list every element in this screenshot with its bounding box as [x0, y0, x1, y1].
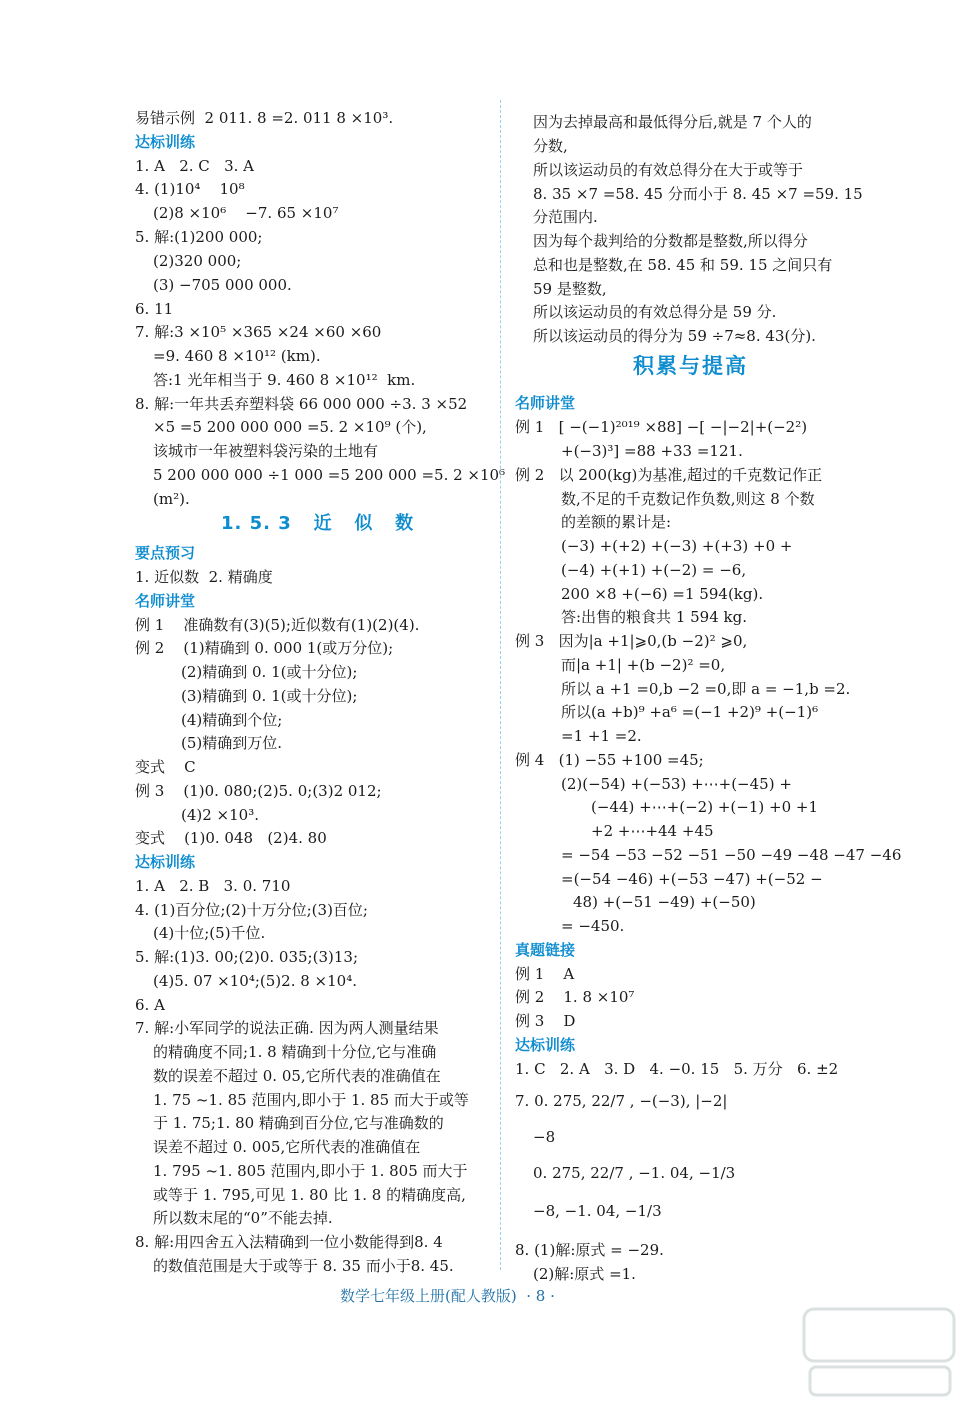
left-section-heading: 达标训练	[135, 853, 196, 871]
left-text-line: 于 1. 75;1. 80 精确到百分位,它与准确数的	[153, 1114, 444, 1132]
right-text-line: 例 3 D	[515, 1012, 576, 1030]
right-text-line: 例 3 因为|a +1|⩾0,(b −2)² ⩾0,	[515, 632, 748, 650]
left-text-line: 或等于 1. 795,可见 1. 80 比 1. 8 的精确度高,	[153, 1186, 466, 1204]
left-text-line: 1. A 2. C 3. A	[135, 157, 254, 175]
right-text-line: 所以 a +1 =0,b −2 =0,即 a = −1,b =2.	[561, 680, 851, 698]
right-text-line: 200 ×8 +(−6) =1 594(kg).	[561, 585, 764, 603]
left-text-line: 7. 解:小军同学的说法正确. 因为两人测量结果	[135, 1019, 439, 1037]
right-text-line: 例 1 [ −(−1)²⁰¹⁹ ×88] −[ −|−2|+(−2²)	[515, 418, 808, 436]
right-section-heading: 达标训练	[515, 1036, 576, 1054]
right-text-line: +(−3)³] =88 +33 =121.	[561, 442, 743, 460]
right-text-line: 所以(a +b)⁹ +a⁶ =(−1 +2)⁹ +(−1)⁶	[561, 703, 819, 721]
right-text-line: (−44) +⋯+(−2) +(−1) +0 +1	[591, 798, 818, 816]
right-text-line: 48) +(−51 −49) +(−50)	[573, 893, 756, 911]
right-text-line: 59 是整数,	[533, 280, 607, 298]
left-text-line: (5)精确到万位.	[181, 734, 283, 752]
right-text-line: 所以该运动员的得分为 59 ÷7≈8. 43(分).	[533, 327, 816, 345]
page-footer: 数学七年级上册(配人教版) · 8 ·	[340, 1287, 555, 1305]
right-text-line: +2 +⋯+44 +45	[591, 822, 714, 840]
left-text-line: ×5 =5 200 000 000 =5. 2 ×10⁹ (个),	[153, 418, 427, 436]
right-text-line: 0. 275, 22/7 , −1. 04, −1/3	[533, 1164, 736, 1182]
right-text-line: 例 1 A	[515, 965, 575, 983]
right-text-line: −8, −1. 04, −1/3	[533, 1202, 662, 1220]
right-text-line: 分数,	[533, 137, 568, 155]
right-text-line: =(−54 −46) +(−53 −47) +(−52 −	[561, 870, 823, 888]
right-text-line: 分范围内.	[533, 208, 598, 226]
left-text-line: (4)2 ×10³.	[181, 806, 259, 824]
left-text-line: (2)8 ×10⁶ −7. 65 ×10⁷	[153, 204, 339, 222]
left-text-line: (3) −705 000 000.	[153, 276, 292, 294]
left-text-line: 6. A	[135, 996, 165, 1014]
right-text-line: 因为去掉最高和最低得分后,就是 7 个人的	[533, 113, 812, 131]
right-section-heading: 名师讲堂	[515, 394, 576, 412]
left-text-line: 1. 近似数 2. 精确度	[135, 568, 273, 586]
right-text-line: 8. 35 ×7 =58. 45 分而小于 8. 45 ×7 =59. 15	[533, 185, 863, 203]
left-section-heading: 要点预习	[135, 544, 196, 562]
left-text-line: 的精确度不同;1. 8 精确到十分位,它与准确	[153, 1043, 437, 1061]
right-text-line: = −450.	[561, 917, 625, 935]
right-text-line: 1. C 2. A 3. D 4. −0. 15 5. 万分 6. ±2	[515, 1060, 839, 1078]
left-text-line: (m²).	[153, 490, 190, 508]
right-chapter-title: 积累与提高	[633, 354, 748, 378]
left-text-line: (4)5. 07 ×10⁴;(5)2. 8 ×10⁴.	[153, 972, 357, 990]
right-text-line: (2)(−54) +(−53) +⋯+(−45) +	[561, 775, 792, 793]
right-text-line: 所以该运动员的有效总得分在大于或等于	[533, 161, 804, 179]
left-section-heading: 名师讲堂	[135, 592, 196, 610]
left-text-line: 1. 75 ~1. 85 范围内,即小于 1. 85 而大于或等	[153, 1091, 469, 1109]
left-text-line: (2)320 000;	[153, 252, 242, 270]
right-text-line: 而|a +1| +(b −2)² =0,	[561, 656, 726, 674]
right-text-line: 7. 0. 275, 22/7 , −(−3), |−2|	[515, 1092, 728, 1110]
right-text-line: 8. (1)解:原式 = −29.	[515, 1241, 664, 1259]
left-text-line: 5. 解:(1)200 000;	[135, 228, 263, 246]
watermark-logo	[800, 1305, 960, 1400]
left-text-line: (3)精确到 0. 1(或十分位);	[181, 687, 358, 705]
left-text-line: 1. 795 ~1. 805 范围内,即小于 1. 805 而大于	[153, 1162, 468, 1180]
right-text-line: (−4) +(+1) +(−2) = −6,	[561, 561, 747, 579]
right-text-line: = −54 −53 −52 −51 −50 −49 −48 −47 −46	[561, 846, 902, 864]
left-text-line: 5 200 000 000 ÷1 000 =5 200 000 =5. 2 ×10⁶	[153, 466, 506, 484]
right-text-line: −8	[533, 1128, 556, 1146]
right-text-line: 例 4 (1) −55 +100 =45;	[515, 751, 704, 769]
left-text-line: 所以数末尾的“0”不能去掉.	[153, 1209, 333, 1227]
left-text-line: 4. (1)百分位;(2)十万分位;(3)百位;	[135, 901, 368, 919]
left-text-line: 7. 解:3 ×10⁵ ×365 ×24 ×60 ×60	[135, 323, 382, 341]
left-text-line: 例 3 (1)0. 080;(2)5. 0;(3)2 012;	[135, 782, 382, 800]
left-text-line: (4)精确到个位;	[181, 711, 283, 729]
left-text-line: 5. 解:(1)3. 00;(2)0. 035;(3)13;	[135, 948, 359, 966]
left-chapter-title: 1. 5. 3 近 似 数	[221, 513, 415, 534]
left-text-line: 1. A 2. B 3. 0. 710	[135, 877, 291, 895]
left-text-line: 的数值范围是大于或等于 8. 35 而小于8. 45.	[153, 1257, 454, 1275]
column-divider	[500, 100, 501, 1270]
right-text-line: 总和也是整数,在 58. 45 和 59. 15 之间只有	[533, 256, 833, 274]
right-text-line: 所以该运动员的有效总得分是 59 分.	[533, 303, 777, 321]
left-text-line: 误差不超过 0. 005,它所代表的准确值在	[153, 1138, 421, 1156]
left-text-line: 例 2 (1)精确到 0. 000 1(或万分位);	[135, 639, 394, 657]
right-text-line: 例 2 1. 8 ×10⁷	[515, 988, 635, 1006]
left-text-line: 变式 C	[135, 758, 196, 776]
left-text-line: 8. 解:一年共丢弃塑料袋 66 000 000 ÷3. 3 ×52	[135, 395, 468, 413]
left-text-line: 易错示例 2 011. 8 =2. 011 8 ×10³.	[135, 109, 394, 127]
right-text-line: 例 2 以 200(kg)为基准,超过的千克数记作正	[515, 466, 823, 484]
right-text-line: 答:出售的粮食共 1 594 kg.	[561, 608, 747, 626]
left-text-line: 答:1 光年相当于 9. 460 8 ×10¹² km.	[153, 371, 416, 389]
right-text-line: (−3) +(+2) +(−3) +(+3) +0 +	[561, 537, 793, 555]
left-text-line: 数的误差不超过 0. 05,它所代表的准确值在	[153, 1067, 441, 1085]
left-text-line: 该城市一年被塑料袋污染的土地有	[153, 442, 379, 460]
left-text-line: 4. (1)10⁴ 10⁸	[135, 180, 245, 198]
right-text-line: (2)解:原式 =1.	[533, 1265, 636, 1283]
left-text-line: (4)十位;(5)千位.	[153, 924, 266, 942]
left-text-line: 变式 (1)0. 048 (2)4. 80	[135, 829, 327, 847]
left-text-line: 6. 11	[135, 300, 174, 318]
left-text-line: 例 1 准确数有(3)(5);近似数有(1)(2)(4).	[135, 616, 420, 634]
left-text-line: 8. 解:用四舍五入法精确到一位小数能得到8. 4	[135, 1233, 443, 1251]
left-section-heading: 达标训练	[135, 133, 196, 151]
left-text-line: =9. 460 8 ×10¹² (km).	[153, 347, 321, 365]
right-text-line: 数,不足的千克数记作负数,则这 8 个数	[561, 490, 815, 508]
right-text-line: =1 +1 =2.	[561, 727, 642, 745]
right-text-line: 的差额的累计是:	[561, 513, 672, 531]
left-text-line: (2)精确到 0. 1(或十分位);	[181, 663, 358, 681]
right-section-heading: 真题链接	[515, 941, 576, 959]
right-text-line: 因为每个裁判给的分数都是整数,所以得分	[533, 232, 808, 250]
